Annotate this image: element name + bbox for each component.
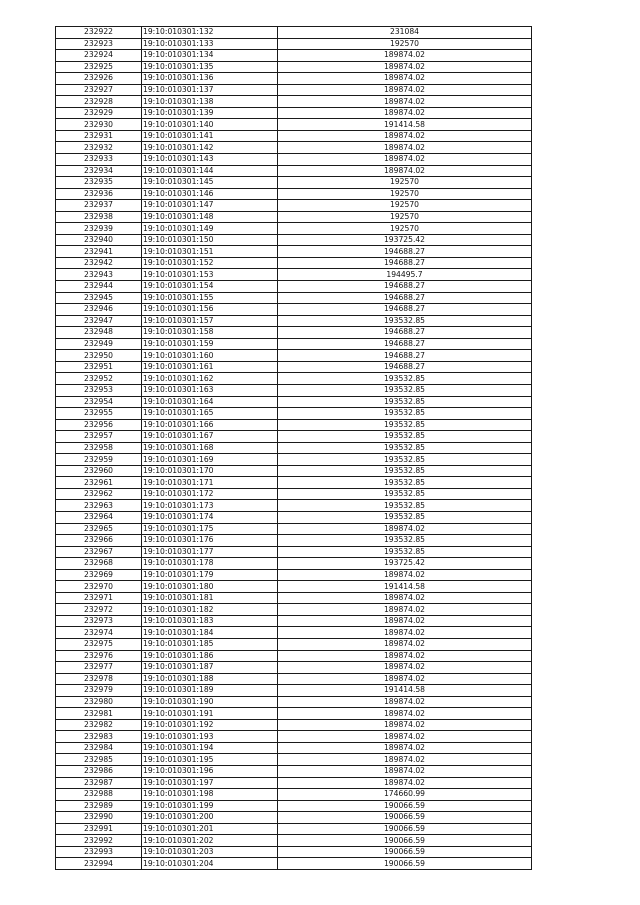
row-number-cell: 232979 (56, 685, 142, 697)
table-row (56, 292, 532, 304)
value-cell: 194688.27 (278, 292, 532, 304)
cadastral-number-cell: 19:10:010301:152 (142, 257, 278, 269)
row-number-cell: 232970 (56, 581, 142, 593)
cadastral-number-cell: 19:10:010301:139 (142, 107, 278, 119)
row-number-cell: 232968 (56, 558, 142, 570)
value-cell: 190066.59 (278, 835, 532, 847)
row-number-cell: 232974 (56, 627, 142, 639)
row-number-cell: 232938 (56, 211, 142, 223)
value-cell: 193532.85 (278, 396, 532, 408)
table-row (56, 754, 532, 766)
table-row (56, 789, 532, 801)
table-row (56, 662, 532, 674)
value-cell: 192570 (278, 223, 532, 235)
value-cell: 194688.27 (278, 338, 532, 350)
table-row (56, 488, 532, 500)
value-cell: 189874.02 (278, 523, 532, 535)
value-cell: 193532.85 (278, 535, 532, 547)
cadastral-number-cell: 19:10:010301:134 (142, 50, 278, 62)
value-cell: 189874.02 (278, 592, 532, 604)
cadastral-number-cell: 19:10:010301:173 (142, 500, 278, 512)
cadastral-number-cell: 19:10:010301:155 (142, 292, 278, 304)
cadastral-number-cell: 19:10:010301:138 (142, 96, 278, 108)
value-cell: 190066.59 (278, 858, 532, 870)
value-cell: 193532.85 (278, 488, 532, 500)
value-cell: 231084 (278, 27, 532, 39)
row-number-cell: 232941 (56, 246, 142, 258)
cadastral-number-cell: 19:10:010301:172 (142, 488, 278, 500)
value-cell: 194688.27 (278, 257, 532, 269)
cadastral-number-cell: 19:10:010301:182 (142, 604, 278, 616)
cadastral-number-cell: 19:10:010301:143 (142, 154, 278, 166)
table-row (56, 96, 532, 108)
table-row (56, 719, 532, 731)
table-row (56, 442, 532, 454)
row-number-cell: 232976 (56, 650, 142, 662)
row-number-cell: 232977 (56, 662, 142, 674)
row-number-cell: 232947 (56, 315, 142, 327)
table-row (56, 327, 532, 339)
row-number-cell: 232967 (56, 546, 142, 558)
cadastral-number-cell: 19:10:010301:136 (142, 73, 278, 85)
table-row (56, 304, 532, 316)
row-number-cell: 232954 (56, 396, 142, 408)
value-cell: 189874.02 (278, 627, 532, 639)
table-row (56, 800, 532, 812)
value-cell: 189874.02 (278, 107, 532, 119)
value-cell: 194495.7 (278, 269, 532, 281)
row-number-cell: 232993 (56, 846, 142, 858)
cadastral-number-cell: 19:10:010301:148 (142, 211, 278, 223)
value-cell: 193532.85 (278, 546, 532, 558)
row-number-cell: 232959 (56, 454, 142, 466)
row-number-cell: 232957 (56, 431, 142, 443)
value-cell: 192570 (278, 211, 532, 223)
value-cell: 189874.02 (278, 754, 532, 766)
value-cell: 190066.59 (278, 823, 532, 835)
cadastral-number-cell: 19:10:010301:164 (142, 396, 278, 408)
table-row (56, 73, 532, 85)
table-row (56, 408, 532, 420)
row-number-cell: 232943 (56, 269, 142, 281)
row-number-cell: 232936 (56, 188, 142, 200)
table-row (56, 107, 532, 119)
table-row (56, 119, 532, 131)
value-cell: 174660.99 (278, 789, 532, 801)
row-number-cell: 232981 (56, 708, 142, 720)
value-cell: 189874.02 (278, 154, 532, 166)
table-row (56, 766, 532, 778)
value-cell: 189874.02 (278, 731, 532, 743)
value-cell: 190066.59 (278, 846, 532, 858)
cadastral-number-cell: 19:10:010301:141 (142, 130, 278, 142)
table-row (56, 823, 532, 835)
cadastral-number-cell: 19:10:010301:140 (142, 119, 278, 131)
value-cell: 194688.27 (278, 361, 532, 373)
row-number-cell: 232930 (56, 119, 142, 131)
value-cell: 194688.27 (278, 327, 532, 339)
value-cell: 194688.27 (278, 350, 532, 362)
row-number-cell: 232942 (56, 257, 142, 269)
cadastral-number-cell: 19:10:010301:180 (142, 581, 278, 593)
table-row (56, 604, 532, 616)
value-cell: 192570 (278, 200, 532, 212)
row-number-cell: 232960 (56, 465, 142, 477)
table-row (56, 177, 532, 189)
table-row (56, 211, 532, 223)
table-row (56, 84, 532, 96)
cadastral-number-cell: 19:10:010301:153 (142, 269, 278, 281)
row-number-cell: 232987 (56, 777, 142, 789)
value-cell: 189874.02 (278, 130, 532, 142)
cadastral-number-cell: 19:10:010301:154 (142, 281, 278, 293)
value-cell: 194688.27 (278, 281, 532, 293)
cadastral-number-cell: 19:10:010301:204 (142, 858, 278, 870)
row-number-cell: 232986 (56, 766, 142, 778)
value-cell: 193725.42 (278, 234, 532, 246)
row-number-cell: 232991 (56, 823, 142, 835)
row-number-cell: 232934 (56, 165, 142, 177)
cadastral-number-cell: 19:10:010301:192 (142, 719, 278, 731)
table-row (56, 165, 532, 177)
row-number-cell: 232989 (56, 800, 142, 812)
value-cell: 193532.85 (278, 431, 532, 443)
table-row (56, 338, 532, 350)
table-row (56, 361, 532, 373)
value-cell: 189874.02 (278, 142, 532, 154)
row-number-cell: 232927 (56, 84, 142, 96)
table-row (56, 615, 532, 627)
row-number-cell: 232994 (56, 858, 142, 870)
row-number-cell: 232922 (56, 27, 142, 39)
cadastral-number-cell: 19:10:010301:161 (142, 361, 278, 373)
cadastral-number-cell: 19:10:010301:200 (142, 812, 278, 824)
value-cell: 189874.02 (278, 662, 532, 674)
value-cell: 189874.02 (278, 96, 532, 108)
row-number-cell: 232961 (56, 477, 142, 489)
value-cell: 193725.42 (278, 558, 532, 570)
data-table (55, 26, 532, 870)
table-row (56, 454, 532, 466)
cadastral-number-cell: 19:10:010301:160 (142, 350, 278, 362)
cadastral-number-cell: 19:10:010301:135 (142, 61, 278, 73)
table-row (56, 269, 532, 281)
table-row (56, 38, 532, 50)
row-number-cell: 232948 (56, 327, 142, 339)
cadastral-number-cell: 19:10:010301:149 (142, 223, 278, 235)
cadastral-number-cell: 19:10:010301:178 (142, 558, 278, 570)
row-number-cell: 232945 (56, 292, 142, 304)
row-number-cell: 232952 (56, 373, 142, 385)
row-number-cell: 232940 (56, 234, 142, 246)
cadastral-number-cell: 19:10:010301:145 (142, 177, 278, 189)
row-number-cell: 232962 (56, 488, 142, 500)
row-number-cell: 232950 (56, 350, 142, 362)
table-row (56, 477, 532, 489)
value-cell: 193532.85 (278, 315, 532, 327)
cadastral-number-cell: 19:10:010301:174 (142, 511, 278, 523)
table-row (56, 281, 532, 293)
table-row (56, 246, 532, 258)
table-row (56, 465, 532, 477)
cadastral-number-cell: 19:10:010301:159 (142, 338, 278, 350)
table-row (56, 511, 532, 523)
row-number-cell: 232937 (56, 200, 142, 212)
row-number-cell: 232925 (56, 61, 142, 73)
cadastral-number-cell: 19:10:010301:166 (142, 419, 278, 431)
table-row (56, 696, 532, 708)
table-row (56, 223, 532, 235)
row-number-cell: 232939 (56, 223, 142, 235)
cadastral-number-cell: 19:10:010301:183 (142, 615, 278, 627)
value-cell: 189874.02 (278, 650, 532, 662)
value-cell: 191414.58 (278, 119, 532, 131)
table-row (56, 50, 532, 62)
row-number-cell: 232992 (56, 835, 142, 847)
value-cell: 193532.85 (278, 454, 532, 466)
cadastral-number-cell: 19:10:010301:186 (142, 650, 278, 662)
table-row (56, 384, 532, 396)
table-row (56, 581, 532, 593)
table-row (56, 130, 532, 142)
cadastral-number-cell: 19:10:010301:195 (142, 754, 278, 766)
row-number-cell: 232935 (56, 177, 142, 189)
table-row (56, 350, 532, 362)
row-number-cell: 232975 (56, 638, 142, 650)
table-row (56, 846, 532, 858)
value-cell: 193532.85 (278, 419, 532, 431)
value-cell: 189874.02 (278, 638, 532, 650)
value-cell: 193532.85 (278, 408, 532, 420)
row-number-cell: 232966 (56, 535, 142, 547)
table-row (56, 27, 532, 39)
value-cell: 192570 (278, 177, 532, 189)
table-row (56, 419, 532, 431)
cadastral-number-cell: 19:10:010301:184 (142, 627, 278, 639)
cadastral-number-cell: 19:10:010301:168 (142, 442, 278, 454)
value-cell: 189874.02 (278, 777, 532, 789)
cadastral-number-cell: 19:10:010301:193 (142, 731, 278, 743)
cadastral-number-cell: 19:10:010301:171 (142, 477, 278, 489)
row-number-cell: 232990 (56, 812, 142, 824)
cadastral-number-cell: 19:10:010301:197 (142, 777, 278, 789)
row-number-cell: 232953 (56, 384, 142, 396)
value-cell: 191414.58 (278, 685, 532, 697)
cadastral-number-cell: 19:10:010301:169 (142, 454, 278, 466)
row-number-cell: 232985 (56, 754, 142, 766)
value-cell: 192570 (278, 38, 532, 50)
cadastral-number-cell: 19:10:010301:158 (142, 327, 278, 339)
row-number-cell: 232949 (56, 338, 142, 350)
table-row (56, 373, 532, 385)
cadastral-number-cell: 19:10:010301:202 (142, 835, 278, 847)
table-row (56, 396, 532, 408)
cadastral-number-cell: 19:10:010301:189 (142, 685, 278, 697)
cadastral-number-cell: 19:10:010301:165 (142, 408, 278, 420)
table-row (56, 142, 532, 154)
row-number-cell: 232971 (56, 592, 142, 604)
table-row (56, 592, 532, 604)
value-cell: 189874.02 (278, 50, 532, 62)
table-row (56, 546, 532, 558)
row-number-cell: 232980 (56, 696, 142, 708)
value-cell: 190066.59 (278, 812, 532, 824)
row-number-cell: 232988 (56, 789, 142, 801)
table-row (56, 650, 532, 662)
row-number-cell: 232958 (56, 442, 142, 454)
value-cell: 189874.02 (278, 61, 532, 73)
row-number-cell: 232951 (56, 361, 142, 373)
value-cell: 189874.02 (278, 615, 532, 627)
table-row (56, 835, 532, 847)
table-row (56, 61, 532, 73)
cadastral-number-cell: 19:10:010301:146 (142, 188, 278, 200)
cadastral-number-cell: 19:10:010301:162 (142, 373, 278, 385)
row-number-cell: 232944 (56, 281, 142, 293)
value-cell: 193532.85 (278, 465, 532, 477)
table-row (56, 523, 532, 535)
row-number-cell: 232972 (56, 604, 142, 616)
row-number-cell: 232965 (56, 523, 142, 535)
cadastral-number-cell: 19:10:010301:133 (142, 38, 278, 50)
table-body (56, 27, 532, 870)
value-cell: 193532.85 (278, 511, 532, 523)
table-row (56, 673, 532, 685)
value-cell: 193532.85 (278, 477, 532, 489)
value-cell: 193532.85 (278, 500, 532, 512)
table-row (56, 431, 532, 443)
cadastral-number-cell: 19:10:010301:203 (142, 846, 278, 858)
row-number-cell: 232926 (56, 73, 142, 85)
cadastral-number-cell: 19:10:010301:144 (142, 165, 278, 177)
cadastral-number-cell: 19:10:010301:151 (142, 246, 278, 258)
cadastral-number-cell: 19:10:010301:156 (142, 304, 278, 316)
value-cell: 193532.85 (278, 442, 532, 454)
table-row (56, 188, 532, 200)
table-row (56, 627, 532, 639)
value-cell: 189874.02 (278, 742, 532, 754)
value-cell: 189874.02 (278, 766, 532, 778)
cadastral-number-cell: 19:10:010301:176 (142, 535, 278, 547)
cadastral-number-cell: 19:10:010301:132 (142, 27, 278, 39)
table-row (56, 858, 532, 870)
cadastral-number-cell: 19:10:010301:194 (142, 742, 278, 754)
value-cell: 189874.02 (278, 165, 532, 177)
table-row (56, 500, 532, 512)
cadastral-number-cell: 19:10:010301:187 (142, 662, 278, 674)
row-number-cell: 232946 (56, 304, 142, 316)
table-row (56, 234, 532, 246)
cadastral-number-cell: 19:10:010301:198 (142, 789, 278, 801)
cadastral-number-cell: 19:10:010301:175 (142, 523, 278, 535)
value-cell: 194688.27 (278, 246, 532, 258)
table-row (56, 812, 532, 824)
value-cell: 193532.85 (278, 373, 532, 385)
row-number-cell: 232924 (56, 50, 142, 62)
row-number-cell: 232982 (56, 719, 142, 731)
table-row (56, 638, 532, 650)
cadastral-number-cell: 19:10:010301:191 (142, 708, 278, 720)
row-number-cell: 232928 (56, 96, 142, 108)
row-number-cell: 232973 (56, 615, 142, 627)
cadastral-number-cell: 19:10:010301:196 (142, 766, 278, 778)
value-cell: 189874.02 (278, 708, 532, 720)
cadastral-number-cell: 19:10:010301:188 (142, 673, 278, 685)
value-cell: 189874.02 (278, 604, 532, 616)
cadastral-number-cell: 19:10:010301:170 (142, 465, 278, 477)
cadastral-number-cell: 19:10:010301:201 (142, 823, 278, 835)
value-cell: 191414.58 (278, 581, 532, 593)
row-number-cell: 232956 (56, 419, 142, 431)
value-cell: 189874.02 (278, 719, 532, 731)
cadastral-number-cell: 19:10:010301:177 (142, 546, 278, 558)
table-row (56, 200, 532, 212)
cadastral-number-cell: 19:10:010301:142 (142, 142, 278, 154)
cadastral-number-cell: 19:10:010301:157 (142, 315, 278, 327)
cadastral-number-cell: 19:10:010301:185 (142, 638, 278, 650)
value-cell: 189874.02 (278, 696, 532, 708)
table-row (56, 315, 532, 327)
row-number-cell: 232955 (56, 408, 142, 420)
row-number-cell: 232923 (56, 38, 142, 50)
table-row (56, 708, 532, 720)
cadastral-number-cell: 19:10:010301:137 (142, 84, 278, 96)
row-number-cell: 232964 (56, 511, 142, 523)
cadastral-number-cell: 19:10:010301:190 (142, 696, 278, 708)
table-row (56, 731, 532, 743)
row-number-cell: 232983 (56, 731, 142, 743)
table-row (56, 535, 532, 547)
row-number-cell: 232963 (56, 500, 142, 512)
cadastral-number-cell: 19:10:010301:167 (142, 431, 278, 443)
row-number-cell: 232969 (56, 569, 142, 581)
cadastral-number-cell: 19:10:010301:199 (142, 800, 278, 812)
cadastral-number-cell: 19:10:010301:179 (142, 569, 278, 581)
value-cell: 189874.02 (278, 73, 532, 85)
table-row (56, 154, 532, 166)
value-cell: 192570 (278, 188, 532, 200)
value-cell: 194688.27 (278, 304, 532, 316)
cadastral-number-cell: 19:10:010301:163 (142, 384, 278, 396)
cadastral-number-cell: 19:10:010301:181 (142, 592, 278, 604)
row-number-cell: 232984 (56, 742, 142, 754)
table-row (56, 257, 532, 269)
table-row (56, 558, 532, 570)
row-number-cell: 232931 (56, 130, 142, 142)
value-cell: 189874.02 (278, 673, 532, 685)
cadastral-number-cell: 19:10:010301:147 (142, 200, 278, 212)
table-row (56, 569, 532, 581)
row-number-cell: 232978 (56, 673, 142, 685)
value-cell: 190066.59 (278, 800, 532, 812)
value-cell: 189874.02 (278, 569, 532, 581)
cadastral-number-cell: 19:10:010301:150 (142, 234, 278, 246)
row-number-cell: 232932 (56, 142, 142, 154)
value-cell: 189874.02 (278, 84, 532, 96)
row-number-cell: 232933 (56, 154, 142, 166)
table-row (56, 777, 532, 789)
table-row (56, 685, 532, 697)
row-number-cell: 232929 (56, 107, 142, 119)
table-row (56, 742, 532, 754)
value-cell: 193532.85 (278, 384, 532, 396)
